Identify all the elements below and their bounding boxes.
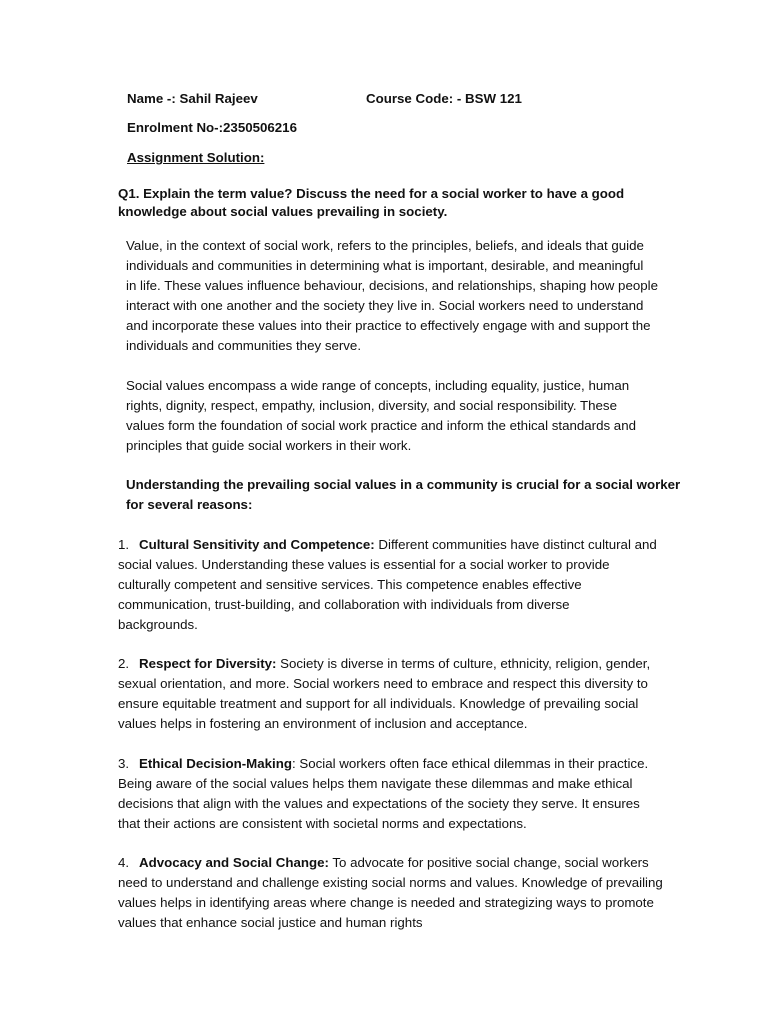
paragraph-line: rights, dignity, respect, empathy, inclusion, diversity, and social responsibility. These bbox=[126, 398, 617, 413]
reason-title: Cultural Sensitivity and Competence: bbox=[139, 537, 375, 552]
paragraph-line: Understanding the prevailing social values in a community is crucial for a social worker bbox=[126, 477, 681, 492]
paragraph-line: values form the foundation of social work practice and inform the ethical standards and bbox=[126, 418, 636, 433]
reason-line: ensure equitable treatment and support for all individuals. Knowledge of prevailing social bbox=[118, 696, 639, 711]
paragraph-line: in life. These values influence behaviour, decisions, and relationships, shaping how people bbox=[126, 278, 658, 293]
reason-line bbox=[118, 535, 657, 555]
reason-line: culturally competent and sensitive services. This competence enables effective bbox=[118, 577, 582, 592]
reason-line: need to understand and challenge existing social norms and values. Knowledge of prevailing bbox=[118, 875, 663, 890]
reason-line: values helps in fostering an environment of inclusion and acceptance. bbox=[118, 716, 528, 731]
paragraph-line: principles that guide social workers in their work. bbox=[126, 438, 412, 453]
reason-text: : Social workers often face ethical dilemmas in their practice. bbox=[291, 756, 649, 771]
question-line-1: Q1. Explain the term value? Discuss the need for a social worker to have a good bbox=[118, 186, 625, 201]
reason-line: decisions that align with the values and expectations of the society they serve. It ensures bbox=[118, 796, 640, 811]
enrolment-number: Enrolment No-:2350506216 bbox=[127, 120, 297, 135]
reason-number: 1. bbox=[118, 537, 130, 552]
reason-line bbox=[118, 853, 649, 873]
reason-text: To advocate for positive social change, social workers bbox=[328, 855, 649, 870]
paragraph-line: Social values encompass a wide range of concepts, including equality, justice, human bbox=[126, 378, 630, 393]
reason-line: that their actions are consistent with societal norms and expectations. bbox=[118, 816, 527, 831]
reason-title: Advocacy and Social Change: bbox=[139, 855, 329, 870]
reason-number: 2. bbox=[118, 656, 130, 671]
assignment-heading: Assignment Solution: bbox=[127, 150, 265, 165]
reason-line bbox=[118, 654, 650, 674]
reason-title: Respect for Diversity: bbox=[139, 656, 277, 671]
reason-line: values helps in identifying areas where change is needed and strategizing ways to promote bbox=[118, 895, 654, 910]
reason-line: values that enhance social justice and human rights bbox=[118, 915, 423, 930]
paragraph-line: and incorporate these values into their practice to effectively engage with and support the bbox=[126, 318, 651, 333]
reason-text: Society is diverse in terms of culture, ethnicity, religion, gender, bbox=[276, 656, 651, 671]
reason-text: Different communities have distinct cultural and bbox=[374, 537, 657, 552]
paragraph-line: for several reasons: bbox=[126, 497, 253, 512]
reason-line bbox=[118, 754, 648, 774]
paragraph-line: individuals and communities they serve. bbox=[126, 338, 362, 353]
paragraph-line: interact with one another and the society they live in. Social workers need to understand bbox=[126, 298, 644, 313]
paragraph-line: Value, in the context of social work, refers to the principles, beliefs, and ideals that guide bbox=[126, 238, 644, 253]
question-line-2: knowledge about social values prevailing in society. bbox=[118, 204, 448, 219]
reason-line: Being aware of the social values helps them navigate these dilemmas and make ethical bbox=[118, 776, 633, 791]
paragraph-line: individuals and communities in determining what is important, desirable, and meaningful bbox=[126, 258, 644, 273]
reason-title: Ethical Decision-Making bbox=[139, 756, 292, 771]
reason-number: 3. bbox=[118, 756, 130, 771]
reason-line: communication, trust-building, and collaboration with individuals from diverse bbox=[118, 597, 570, 612]
reason-line: sexual orientation, and more. Social workers need to embrace and respect this diversity to bbox=[118, 676, 648, 691]
reason-line: social values. Understanding these values is essential for a social worker to provide bbox=[118, 557, 610, 572]
course-code: Course Code: - BSW 121 bbox=[366, 91, 522, 106]
reason-line: backgrounds. bbox=[118, 617, 198, 632]
student-name: Name -: Sahil Rajeev bbox=[127, 91, 258, 106]
reason-number: 4. bbox=[118, 855, 130, 870]
